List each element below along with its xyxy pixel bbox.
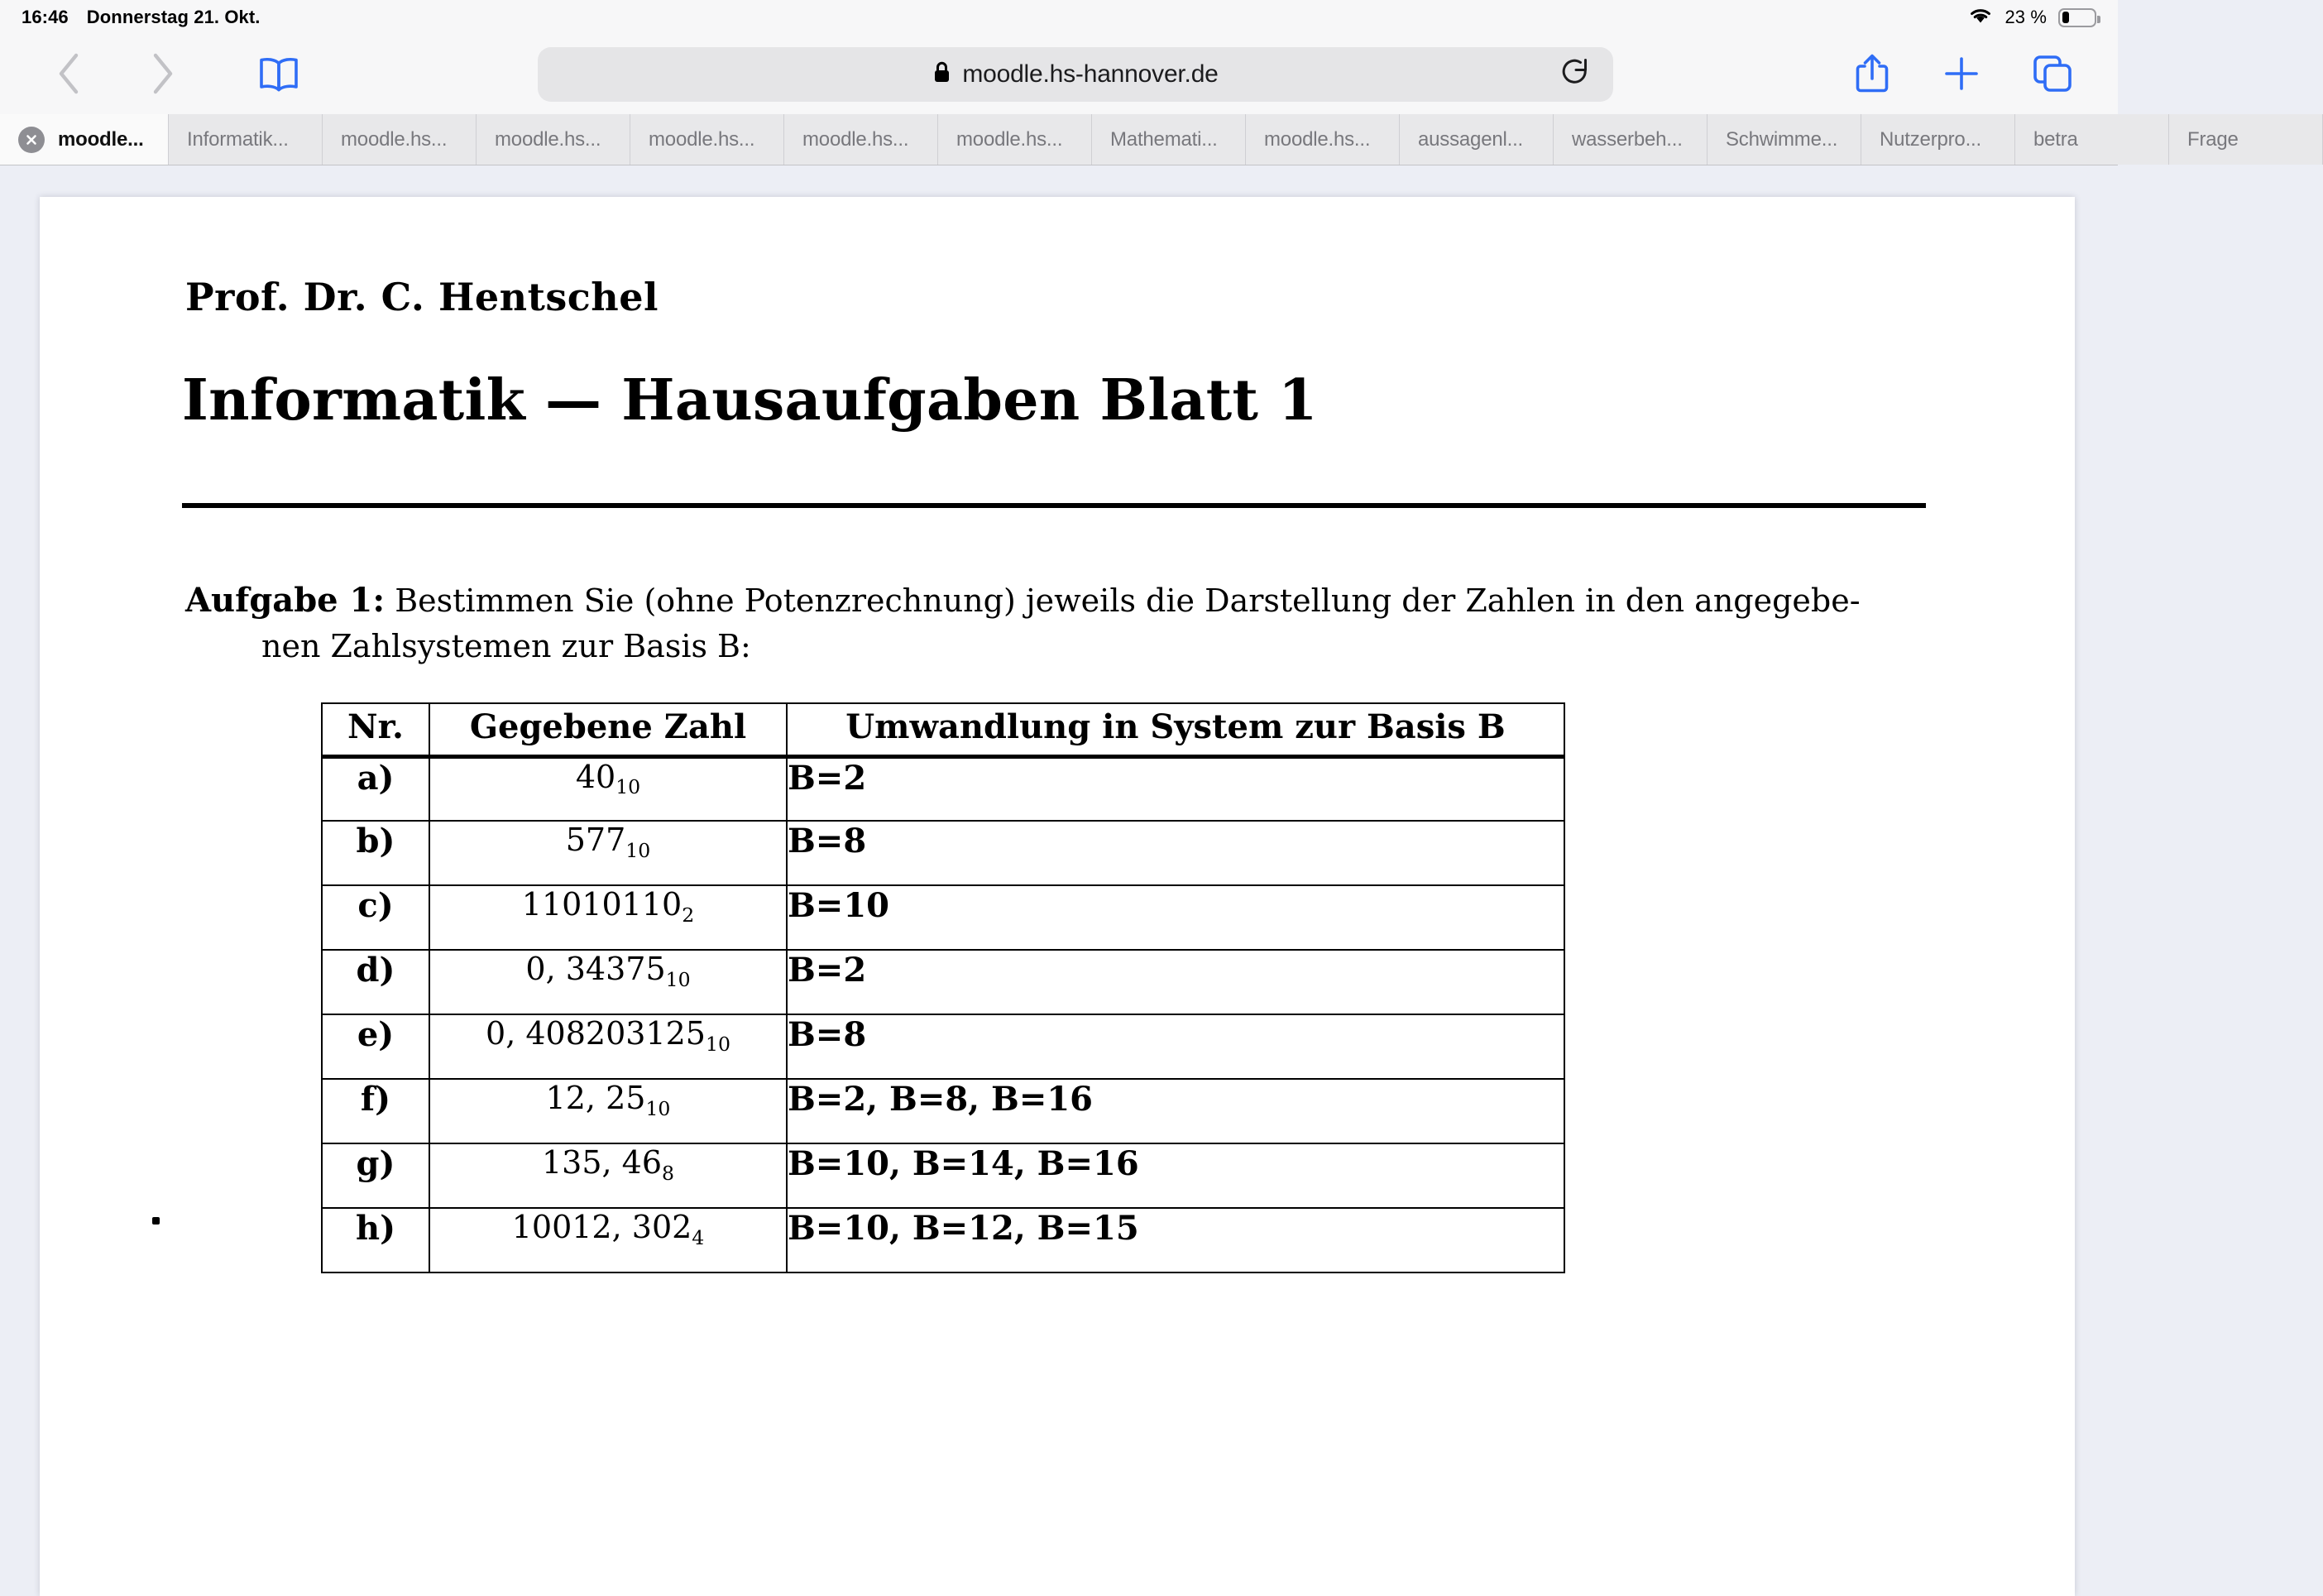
wifi-icon (1968, 6, 1993, 30)
status-bar-left (22, 7, 261, 28)
conversion-table-container (321, 702, 2075, 1274)
browser-tab[interactable] (784, 114, 938, 165)
tab-label: moodle... (58, 127, 144, 151)
table-row (322, 1143, 1564, 1208)
browser-tab[interactable] (1708, 114, 1861, 165)
number-mantissa: 0, 408203125 (486, 1015, 706, 1052)
share-icon (1854, 52, 1890, 98)
pdf-viewer-area[interactable] (0, 165, 2118, 1588)
reload-icon (1560, 57, 1592, 93)
tab-label: wasserbeh... (1572, 127, 1683, 151)
cell-nr: e) (322, 1014, 429, 1079)
table-row (322, 885, 1564, 950)
lock-icon (932, 60, 951, 89)
number-mantissa: 12, 25 (545, 1080, 646, 1117)
table-row (322, 1208, 1564, 1272)
browser-tab[interactable] (323, 114, 477, 165)
address-bar[interactable] (538, 47, 1613, 102)
browser-tab[interactable] (2169, 114, 2323, 165)
number-base-subscript: 10 (665, 967, 691, 991)
table-row (322, 821, 1564, 885)
cell-nr: a) (322, 756, 429, 821)
browser-tab[interactable] (169, 114, 323, 165)
cell-nr: c) (322, 885, 429, 950)
browser-tab[interactable] (938, 114, 1092, 165)
tab-label: moodle.hs... (1264, 127, 1371, 151)
plus-icon (1942, 55, 1981, 95)
cell-given-number (429, 1079, 787, 1143)
conversion-table-body (322, 756, 1564, 1272)
cell-nr: g) (322, 1143, 429, 1208)
nav-forward-button[interactable] (131, 42, 195, 107)
address-bar-container (311, 47, 1840, 102)
cell-conversion: B=10, B=12, B=15 (787, 1208, 1564, 1272)
number-base-subscript: 10 (645, 1096, 671, 1120)
browser-tab[interactable] (1554, 114, 1708, 165)
pdf-page (40, 197, 2075, 1596)
reload-button[interactable] (1557, 55, 1595, 93)
new-tab-button[interactable] (1929, 42, 1994, 107)
cell-conversion: B=8 (787, 821, 1564, 885)
tab-label: moodle.hs... (802, 127, 909, 151)
cell-conversion: B=10 (787, 885, 1564, 950)
cell-conversion: B=2, B=8, B=16 (787, 1079, 1564, 1143)
tab-label: Nutzerpro... (1880, 127, 1981, 151)
cell-given-number (429, 821, 787, 885)
task-text-line1: Bestimmen Sie (ohne Potenzrechnung) jeweils die Darstellung der Zahlen in den angegebe- (395, 582, 1861, 619)
tab-label: betra (2033, 127, 2078, 151)
tabs-overview-button[interactable] (2020, 42, 2085, 107)
battery-icon (2058, 8, 2096, 27)
chevron-right-icon (149, 51, 177, 98)
browser-tab[interactable] (630, 114, 784, 165)
table-row (322, 1079, 1564, 1143)
cell-conversion: B=8 (787, 1014, 1564, 1079)
number-base-subscript: 4 (692, 1225, 705, 1249)
cell-given-number (429, 1208, 787, 1272)
bookmarks-button[interactable] (247, 42, 311, 107)
nav-back-button[interactable] (36, 42, 101, 107)
column-header-conversion: Umwandlung in System zur Basis B (787, 703, 1564, 757)
cell-nr: b) (322, 821, 429, 885)
tab-label: moodle.hs... (649, 127, 755, 151)
cell-conversion: B=2 (787, 756, 1564, 821)
number-mantissa: 135, 46 (541, 1144, 663, 1181)
cell-given-number (429, 950, 787, 1014)
task-label: Aufgabe 1: (185, 580, 386, 620)
margin-dot-artifact (152, 1217, 160, 1225)
number-base-subscript: 8 (662, 1161, 675, 1185)
browser-toolbar (0, 35, 2118, 114)
number-base-subscript: 10 (615, 775, 641, 799)
status-bar (0, 0, 2118, 35)
number-mantissa: 577 (565, 822, 626, 859)
table-row (322, 1014, 1564, 1079)
cell-given-number (429, 756, 787, 821)
chevron-left-icon (55, 51, 83, 98)
toolbar-right-group (1840, 42, 2090, 107)
cell-given-number (429, 1143, 787, 1208)
number-base-subscript: 10 (625, 838, 651, 862)
conversion-table (321, 702, 1565, 1274)
address-text: moodle.hs-hannover.de (962, 60, 1219, 88)
cell-conversion: B=2 (787, 950, 1564, 1014)
tabs-icon (2031, 53, 2074, 97)
table-header-row (322, 703, 1564, 757)
tab-label: moodle.hs... (956, 127, 1063, 151)
browser-tab[interactable] (2015, 114, 2169, 165)
status-bar-right (1968, 6, 2096, 30)
document-author: Prof. Dr. C. Hentschel (185, 275, 659, 319)
tab-label: aussagenl... (1418, 127, 1524, 151)
number-base-subscript: 2 (682, 903, 695, 927)
table-row (322, 950, 1564, 1014)
browser-tab[interactable] (0, 114, 169, 165)
tab-label: Mathemati... (1110, 127, 1218, 151)
cell-given-number (429, 1014, 787, 1079)
conversion-table-head (322, 703, 1564, 757)
status-date: Donnerstag 21. Okt. (86, 7, 261, 27)
browser-tab[interactable] (1092, 114, 1246, 165)
task-block (185, 578, 1951, 669)
column-header-given-number: Gegebene Zahl (429, 703, 787, 757)
number-mantissa: 0, 34375 (525, 951, 666, 988)
page-title: Informatik — Hausaufgaben Blatt 1 (182, 367, 1318, 434)
number-mantissa: 11010110 (521, 886, 683, 923)
table-row (322, 756, 1564, 821)
browser-tab[interactable] (1246, 114, 1400, 165)
cell-nr: d) (322, 950, 429, 1014)
browser-tab[interactable] (1861, 114, 2015, 165)
number-base-subscript: 10 (705, 1032, 730, 1056)
cell-nr: h) (322, 1208, 429, 1272)
share-button[interactable] (1840, 42, 1904, 107)
tab-label: Frage (2187, 127, 2239, 151)
column-header-nr: Nr. (322, 703, 429, 757)
address-bar-content (932, 60, 1218, 89)
cell-nr: f) (322, 1079, 429, 1143)
status-time: 16:46 (22, 7, 69, 27)
tab-label: Schwimme... (1726, 127, 1838, 151)
browser-tab[interactable] (477, 114, 630, 165)
browser-tab[interactable] (1400, 114, 1554, 165)
cell-conversion: B=10, B=14, B=16 (787, 1143, 1564, 1208)
tab-label: moodle.hs... (341, 127, 448, 151)
book-icon (257, 55, 300, 94)
battery-percent-label: 23 % (2004, 7, 2047, 27)
number-mantissa: 10012, 302 (511, 1209, 692, 1246)
tab-label: Informatik... (187, 127, 289, 151)
task-text-line2: nen Zahlsystemen zur Basis B: (261, 627, 751, 664)
tab-label: moodle.hs... (495, 127, 601, 151)
title-divider (182, 503, 1926, 508)
tab-close-icon[interactable] (18, 127, 45, 153)
cell-given-number (429, 885, 787, 950)
tab-strip[interactable] (0, 114, 2239, 165)
document-body (40, 197, 2075, 1273)
number-mantissa: 40 (575, 758, 616, 795)
